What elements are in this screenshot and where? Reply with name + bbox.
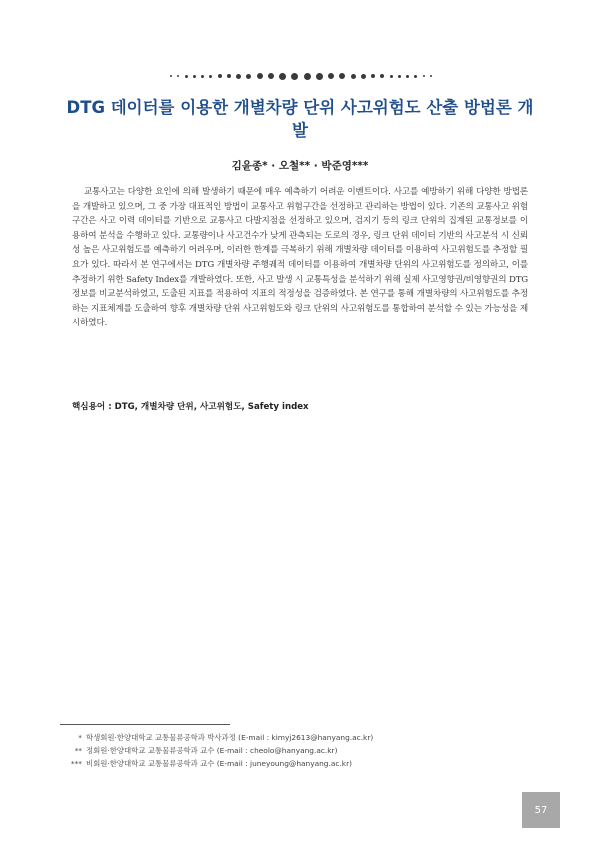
ornament-dot [291,73,298,80]
ornament-dot [339,73,345,79]
ornament-dot [246,74,251,79]
ornament-dot [406,75,409,78]
ornament-dot [279,73,286,80]
ornament-dot [316,73,323,80]
footnote-item [64,731,534,744]
ornament-dot [430,75,432,77]
ornament-dot [328,73,334,79]
ornament-dot [227,74,231,78]
footnote-divider [60,724,230,725]
footnote-text: 학생회원·한양대학교 교통물류공학과 박사과정 (E-mail : kimyj2613@hanyang.ac.kr) [86,733,374,742]
ornament-dot [304,73,311,80]
footnote-mark: *** [70,759,82,768]
ornament-dot [170,75,172,77]
footnote-item [64,744,534,757]
footnote-mark: * [78,733,82,742]
ornament-dot [268,73,274,79]
keywords-line: 핵심용어 : DTG, 개별차량 단위, 사고위험도, Safety index [72,402,309,412]
header-dot-ornament [170,70,432,82]
page-number: 57 [522,792,560,828]
footnote-text: 비회원·한양대학교 교통물류공학과 교수 (E-mail : juneyoung@hanyang.ac.kr) [86,759,352,768]
footnote-item [64,757,534,770]
ornament-dot [380,74,384,78]
ornament-dot [209,75,212,78]
ornament-dot [185,75,188,78]
abstract-text: 교통사고는 다양한 요인에 의해 발생하기 때문에 매우 예측하기 어려운 이벤트이다. 사고를 예방하기 위해 다양한 방법론을 개발하고 있으며, 그 중 가장 대표적인 방법이 교통사고 위험구간을 선정하고 관리하는 방법이 있다. 기존의 교통사고 위험구간은 사고 이력 데이터를 기반으로 교통사고 다발지점을 선정하고 있으며, 검지기 등의 링크 단위의 집계된 교통정보를 이용하여 분석을 수행하고 있다. 교통량이나 사고건수가 낮게 관측되는 도로의 경우, 링크 단위 데이터 기반의 사고분석 시 신뢰성 높은 사고위험도를 예측하기 어려우며, 이러한 한계를 극복하기 위해 개별차량 데이터를 이용하여 사고위험도를 추정할 필요가 있다. 따라서 본 연구에서는 DTG 개별차량 주행궤적 데이터를 이용하여 개별차량 단위의 사고위험도를 정의하고, 이를 추정하기 위한 Safety Index를 개발하였다. 또한, 사고 발생 시 교통특성을 분석하기 위해 실제 사고영향권/비영향권의 DTG 정보를 비교분석하였고, 도출된 지표를 적용하여 지표의 적정성을 검증하였다. 본 연구를 통해 개별차량의 사고위험도를 추정하는 지표체계를 도출하여 향후 개별차량 단위 사고위험도와 링크 단위의 사고위험도를 통합하여 분석할 수 있는 가능성을 제시하였다. [72,187,528,329]
author-list: 김윤종* · 오철** · 박준영*** [231,160,369,172]
ornament-dot [423,75,425,77]
ornament-dot [218,74,222,78]
footnote-mark: ** [74,746,82,755]
ornament-dot [414,75,417,78]
ornament-dot [236,74,241,79]
ornament-dot [390,75,393,78]
ornament-dot [371,74,375,78]
footnotes [64,731,534,770]
ornament-dot [361,74,366,79]
ornament-dot [398,75,401,78]
footnote-text: 정회원·한양대학교 교통물류공학과 교수 (E-mail : cheolo@hanyang.ac.kr) [86,746,338,755]
ornament-dot [177,75,179,77]
ornament-dot [201,75,204,78]
ornament-dot [193,75,196,78]
ornament-dot [257,73,263,79]
ornament-dot [351,74,356,79]
paper-title: DTG 데이터를 이용한 개별차량 단위 사고위험도 산출 방법론 개발 [66,98,534,140]
